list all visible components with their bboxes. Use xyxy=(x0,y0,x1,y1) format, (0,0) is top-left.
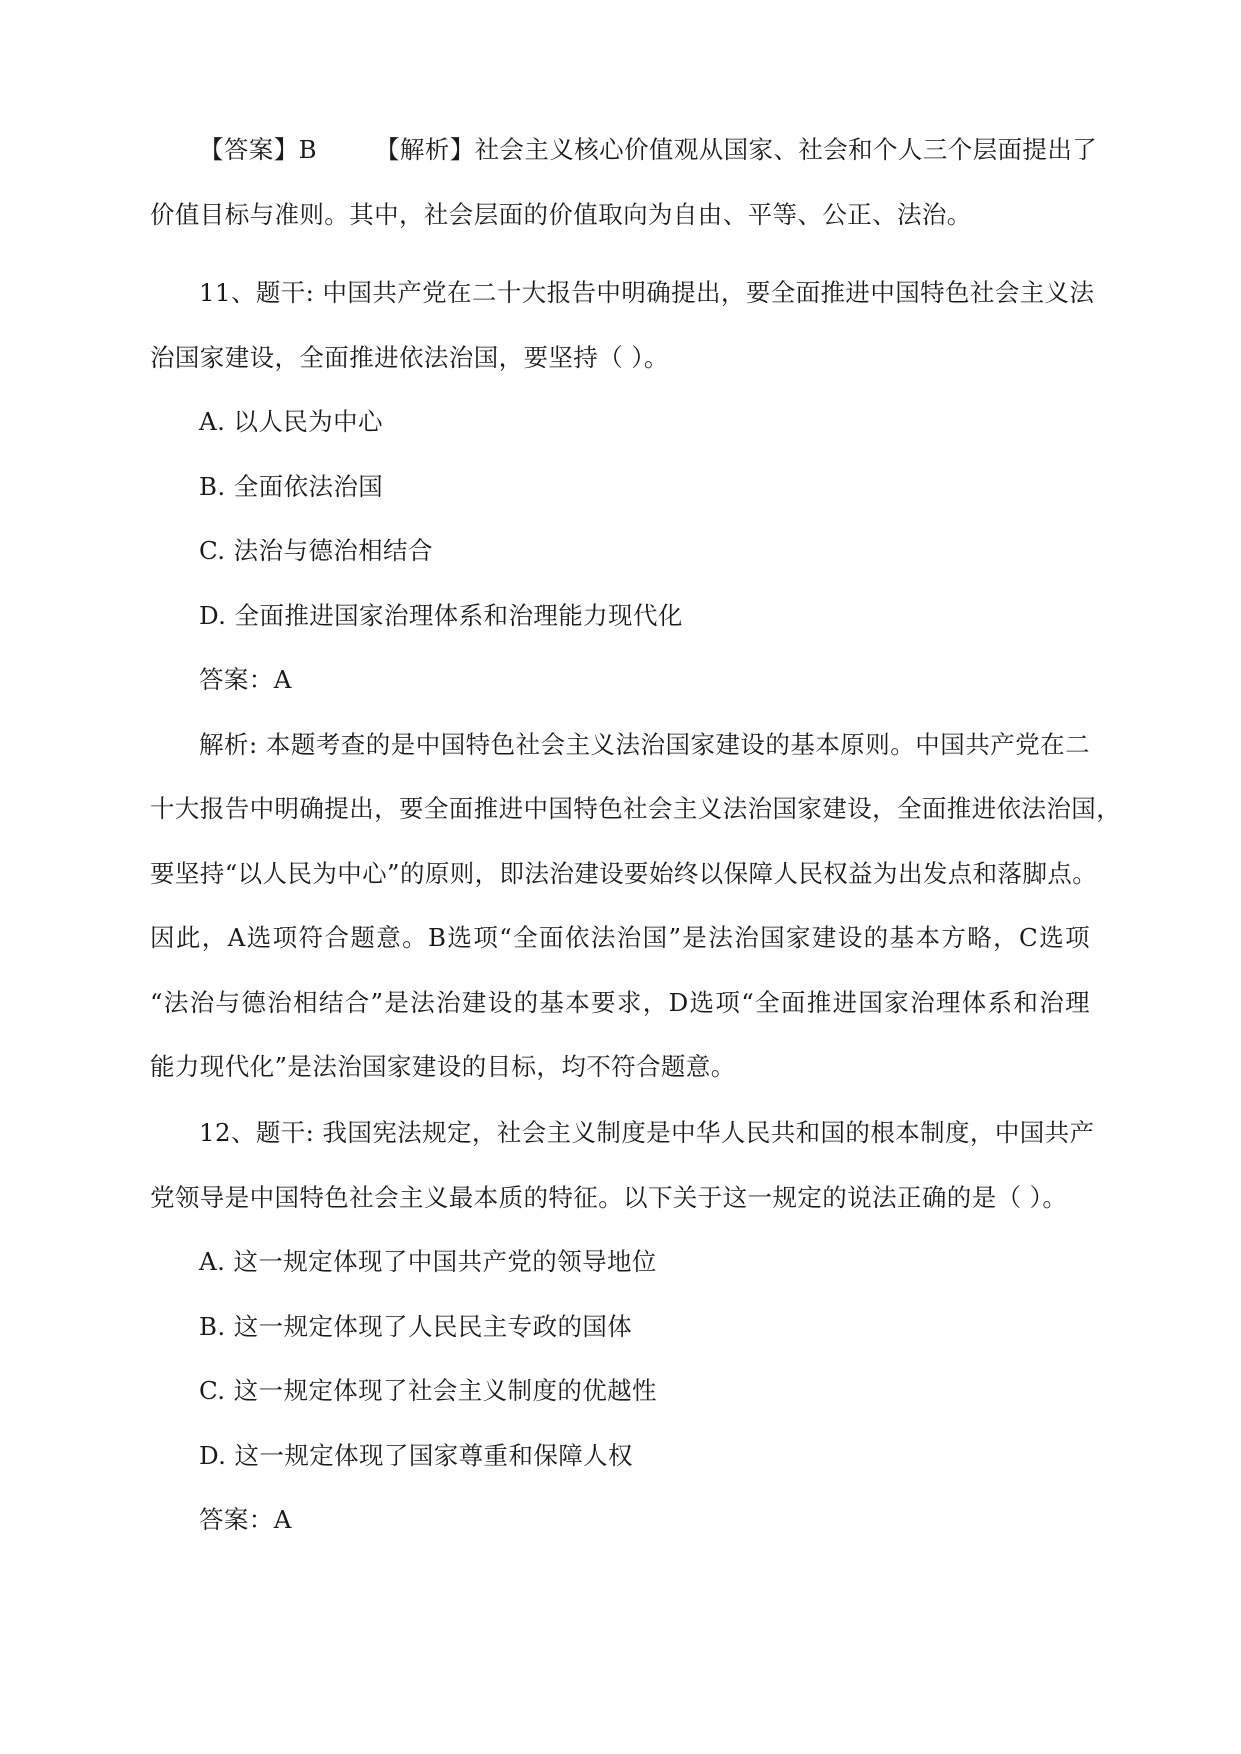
prev-answer-line1 xyxy=(150,118,1098,183)
question-12 xyxy=(150,1101,1095,1553)
q11-analysis-line1: 解析: 本题考查的是中国特色社会主义法治国家建设的基本原则。中国共产党在二 xyxy=(199,729,1090,759)
q11-analysis-line2: 十大报告中明确提出，要全面推进中国特色社会主义法治国家建设，全面推进依法治国， xyxy=(150,794,1122,823)
q12-option-b: B. 这一规定体现了人民民主专政的国体 xyxy=(199,1311,633,1341)
q11-option-d: D. 全面推进国家治理体系和治理能力现代化 xyxy=(199,600,683,630)
question-11 xyxy=(150,261,1122,1100)
q11-option-c: C. 法治与德治相结合 xyxy=(199,536,433,565)
q11-analysis-line4: 因此，A选项符合题意。B选项“全面依法治国”是法治国家建设的基本方略，C选项 xyxy=(150,923,1090,952)
q12-answer: 答案：A xyxy=(199,1505,292,1534)
q11-option-a: A. 以人民为中心 xyxy=(199,407,383,436)
q11-answer: 答案：A xyxy=(199,665,292,694)
q12-option-d: D. 这一规定体现了国家尊重和保障人权 xyxy=(199,1440,633,1470)
q11-stem-line1: 11、题干: 中国共产党在二十大报告中明确提出，要全面推进中国特色社会主义法 xyxy=(199,278,1095,307)
q12-stem-line1: 12、题干: 我国宪法规定，社会主义制度是中华人民共和国的根本制度，中国共产 xyxy=(199,1118,1095,1147)
prev-analysis-line2: 价值目标与准则。其中，社会层面的价值取向为自由、平等、公正、法治。 xyxy=(150,199,972,229)
q12-option-a: A. 这一规定体现了中国共产党的领导地位 xyxy=(199,1247,657,1276)
q11-option-b: B. 全面依法治国 xyxy=(199,471,384,501)
q11-stem-line2: 治国家建设，全面推进依法治国，要坚持（ ）。 xyxy=(150,342,669,372)
prev-answer-block xyxy=(150,118,1098,247)
q12-stem-line2: 党领导是中国特色社会主义最本质的特征。以下关于这一规定的说法正确的是（ ）。 xyxy=(150,1182,1068,1212)
q11-analysis-line3: 要坚持“以人民为中心”的原则，即法治建设要始终以保障人民权益为出发点和落脚点。 xyxy=(150,858,1098,888)
prev-answer-label: 【答案】B xyxy=(199,135,318,164)
q11-analysis-line5: “法治与德治相结合”是法治建设的基本要求，D选项“全面推进国家治理体系和治理 xyxy=(150,987,1090,1017)
q11-analysis-line6: 能力现代化”是法治国家建设的目标，均不符合题意。 xyxy=(150,1052,736,1081)
q12-option-c: C. 这一规定体现了社会主义制度的优越性 xyxy=(199,1376,657,1405)
prev-analysis-line1: 【解析】社会主义核心价值观从国家、社会和个人三个层面提出了 xyxy=(375,135,1098,164)
